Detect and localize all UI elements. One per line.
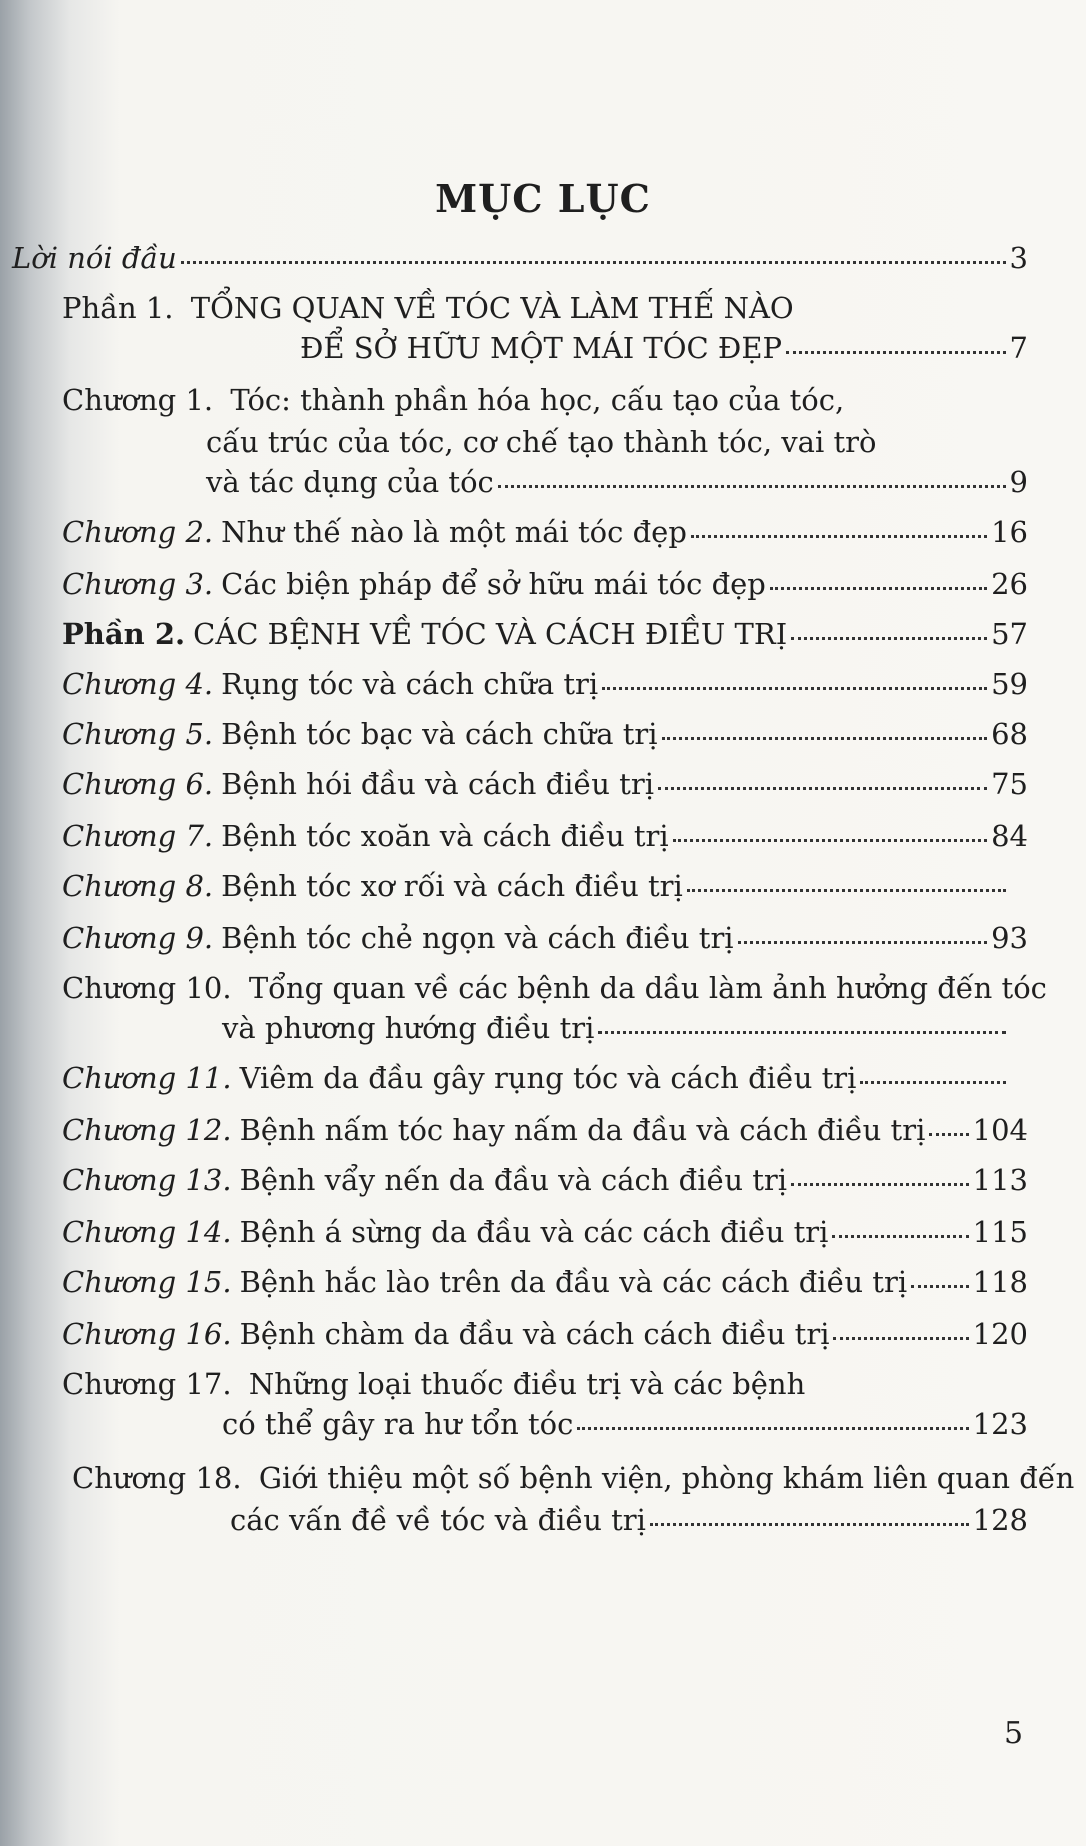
chapter-title: Bệnh nấm tóc hay nấm da đầu và cách điều trị: [239, 1113, 926, 1147]
dot-leader: [832, 1235, 968, 1238]
chapter-label: Chương 5.: [62, 717, 214, 751]
toc-entry-part-1[interactable]: [300, 331, 1028, 365]
dot-leader: [911, 1285, 969, 1288]
chapter-title-cont: cấu trúc của tóc, cơ chế tạo thành tóc, vai trò: [206, 425, 877, 459]
dot-leader: [602, 687, 987, 690]
chapter-title: Bệnh tóc bạc và cách chữa trị: [221, 717, 658, 751]
dot-leader: [181, 261, 1006, 264]
page-ref: 104: [972, 1113, 1028, 1147]
page-ref: 68: [991, 717, 1028, 751]
page-ref: 120: [972, 1317, 1028, 1351]
page-ref: 59: [991, 667, 1028, 701]
toc-entry-chapter-8[interactable]: [62, 869, 1028, 903]
page-ref: 115: [972, 1215, 1028, 1249]
chapter-label: Chương 16.: [62, 1317, 232, 1351]
chapter-title: Bệnh vẩy nến da đầu và cách điều trị: [239, 1163, 788, 1197]
toc-entry-chapter-17[interactable]: [222, 1407, 1028, 1441]
page-ref: 3: [1009, 241, 1028, 275]
chapter-title: Bệnh hắc lào trên da đầu và các cách điều trị: [239, 1265, 908, 1299]
dot-leader: [770, 587, 987, 590]
page-ref: 123: [972, 1407, 1028, 1441]
page-ref: 7: [1009, 331, 1028, 365]
part-title: TỔNG QUAN VỀ TÓC VÀ LÀM THẾ NÀO: [190, 291, 794, 325]
page-ref: 84: [991, 819, 1028, 853]
chapter-label: Chương 18.: [72, 1461, 242, 1495]
dot-leader: [833, 1337, 968, 1340]
part-title-cont: ĐỂ SỞ HỮU MỘT MÁI TÓC ĐẸP: [300, 331, 782, 365]
toc-entry-chapter-2[interactable]: [62, 515, 1028, 549]
dot-leader: [658, 787, 987, 790]
toc-entry-chapter-3[interactable]: [62, 567, 1028, 601]
toc-entry-chapter-10-line1[interactable]: [62, 971, 1047, 1005]
chapter-title: Tổng quan về các bệnh da dầu làm ảnh hưởng đến tóc: [248, 971, 1047, 1005]
page-ref: 75: [991, 767, 1028, 801]
toc-entry-part-2[interactable]: [62, 617, 1028, 651]
part-label: Phần 1.: [62, 291, 174, 325]
page-ref: 26: [991, 567, 1028, 601]
toc-entry-chapter-18-line1[interactable]: [72, 1461, 1075, 1495]
dot-leader: [738, 941, 988, 944]
dot-leader: [791, 1183, 969, 1186]
toc-entry-chapter-1-line1[interactable]: [62, 383, 845, 417]
dot-leader: [650, 1523, 969, 1526]
chapter-label: Chương 3.: [62, 567, 214, 601]
dot-leader: [860, 1081, 1006, 1084]
chapter-label: Chương 11.: [62, 1061, 232, 1095]
chapter-title: Bệnh tóc xơ rối và cách điều trị: [221, 869, 683, 903]
chapter-title: Bệnh hói đầu và cách điều trị: [221, 767, 654, 801]
toc-entry-chapter-4[interactable]: [62, 667, 1028, 701]
page-ref: 128: [972, 1503, 1028, 1537]
page-ref: 93: [991, 921, 1028, 955]
chapter-label: Chương 8.: [62, 869, 214, 903]
chapter-label: Chương 7.: [62, 819, 214, 853]
toc-entry-part-1-line1[interactable]: [62, 291, 794, 325]
toc-entry-chapter-12[interactable]: [62, 1113, 1028, 1147]
chapter-label: Chương 10.: [62, 971, 232, 1005]
chapter-title-cont: và tác dụng của tóc: [206, 465, 494, 499]
toc-entry-chapter-5[interactable]: [62, 717, 1028, 751]
dot-leader: [662, 737, 988, 740]
chapter-label: Chương 2.: [62, 515, 214, 549]
dot-leader: [577, 1427, 968, 1430]
chapter-title: Bệnh tóc chẻ ngọn và cách điều trị: [221, 921, 734, 955]
chapter-title: Tóc: thành phần hóa học, cấu tạo của tóc,: [230, 383, 845, 417]
chapter-title: Bệnh tóc xoăn và cách điều trị: [221, 819, 669, 853]
chapter-label: Chương 1.: [62, 383, 214, 417]
toc-entry-chapter-15[interactable]: [62, 1265, 1028, 1299]
chapter-title-cont: các vấn đề về tóc và điều trị: [230, 1503, 646, 1537]
chapter-title: Bệnh chàm da đầu và cách cách điều trị: [239, 1317, 830, 1351]
page-title: MỤC LỤC: [435, 176, 651, 221]
dot-leader: [786, 351, 1006, 354]
toc-entry-chapter-16[interactable]: [62, 1317, 1028, 1351]
chapter-label: Chương 14.: [62, 1215, 232, 1249]
chapter-label: Chương 4.: [62, 667, 214, 701]
toc-entry-chapter-9[interactable]: [62, 921, 1028, 955]
part-label: Phần 2.: [62, 617, 186, 651]
dot-leader: [598, 1031, 1006, 1034]
preface-label: Lời nói đầu: [12, 241, 177, 275]
toc-entry-preface[interactable]: [12, 241, 1028, 275]
toc-entry-chapter-10[interactable]: [222, 1011, 1028, 1045]
page-ref: 57: [991, 617, 1028, 651]
page-ref: 113: [972, 1163, 1028, 1197]
toc-entry-chapter-14[interactable]: [62, 1215, 1028, 1249]
chapter-title: Như thế nào là một mái tóc đẹp: [221, 515, 687, 549]
chapter-title-cont: có thể gây ra hư tổn tóc: [222, 1407, 574, 1441]
chapter-title: Bệnh á sừng da đầu và các cách điều trị: [239, 1215, 829, 1249]
dot-leader: [791, 637, 987, 640]
dot-leader: [691, 535, 987, 538]
page-ref: 118: [972, 1265, 1028, 1299]
chapter-label: Chương 13.: [62, 1163, 232, 1197]
chapter-label: Chương 6.: [62, 767, 214, 801]
chapter-title: Các biện pháp để sở hữu mái tóc đẹp: [221, 567, 766, 601]
chapter-title: Giới thiệu một số bệnh viện, phòng khám liên quan đến: [258, 1461, 1075, 1495]
chapter-label: Chương 17.: [62, 1367, 232, 1401]
toc-entry-chapter-7[interactable]: [62, 819, 1028, 853]
toc-entry-chapter-6[interactable]: [62, 767, 1028, 801]
chapter-title: Viêm da đầu gây rụng tóc và cách điều trị: [239, 1061, 857, 1095]
dot-leader: [498, 485, 1006, 488]
chapter-label: Chương 9.: [62, 921, 214, 955]
chapter-title: Rụng tóc và cách chữa trị: [221, 667, 599, 701]
chapter-label: Chương 12.: [62, 1113, 232, 1147]
chapter-title: Những loại thuốc điều trị và các bệnh: [248, 1367, 806, 1401]
dot-leader: [929, 1133, 968, 1136]
toc-entry-chapter-17-line1[interactable]: [62, 1367, 806, 1401]
chapter-label: Chương 15.: [62, 1265, 232, 1299]
toc-entry-chapter-1[interactable]: [206, 465, 1028, 499]
page-number: 5: [1004, 1716, 1024, 1751]
toc-entry-chapter-18[interactable]: [230, 1503, 1028, 1537]
dot-leader: [673, 839, 987, 842]
chapter-title-cont: và phương hướng điều trị: [222, 1011, 595, 1045]
page-ref: 16: [991, 515, 1028, 549]
part-title: CÁC BỆNH VỀ TÓC VÀ CÁCH ĐIỀU TRỊ: [193, 617, 788, 651]
toc-entry-chapter-11[interactable]: [62, 1061, 1028, 1095]
dot-leader: [687, 889, 1006, 892]
toc-entry-chapter-13[interactable]: [62, 1163, 1028, 1197]
page-ref: 9: [1009, 465, 1028, 499]
